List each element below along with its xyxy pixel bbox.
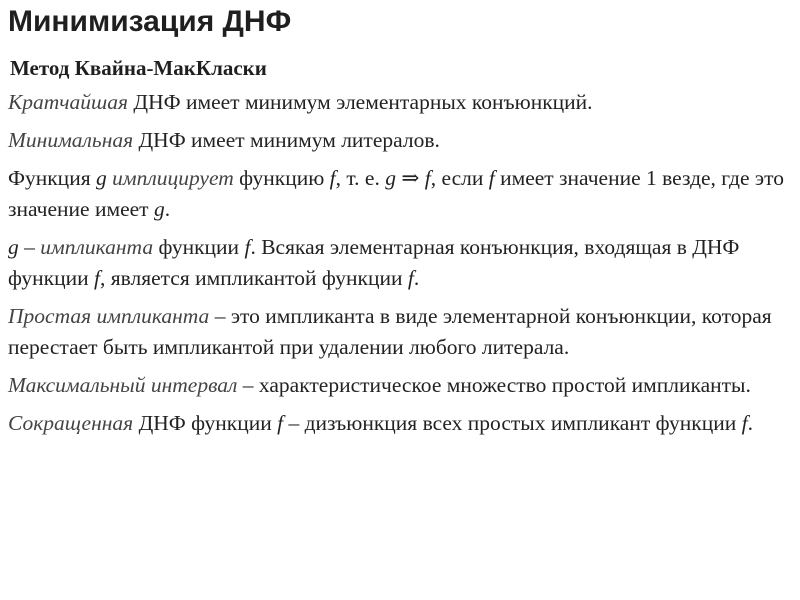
symbol-g: g: [95, 166, 107, 190]
paragraph-maximal-interval: [8, 370, 788, 401]
implication-arrow: ⇒: [395, 166, 425, 190]
paragraph-text: . Всякая элементарная конъюнкция, входящая в ДНФ функции: [8, 235, 740, 290]
term-implicant: импликанта: [40, 235, 154, 259]
term-minimal: Минимальная: [8, 128, 134, 152]
paragraph-text: функции: [153, 235, 245, 259]
paragraph-text: –: [18, 235, 41, 259]
paragraph-text: – дизъюнкция всех простых импликант функции: [283, 411, 742, 435]
symbol-f: f: [94, 266, 100, 290]
paragraph-text: – характеристическое множество простой импликанты.: [237, 373, 751, 397]
term-reduced: Сокращенная: [8, 411, 134, 435]
paragraph-text: ДНФ функции: [133, 411, 278, 435]
term-shortest: Кратчайшая: [8, 90, 129, 114]
symbol-f: f: [741, 411, 748, 435]
term-prime-implicant: Простая импликанта: [8, 304, 210, 328]
paragraph-minimal-dnf: [8, 125, 788, 156]
paragraph-text: – это импликанта в виде элементарной конъюнкции, которая перестает быть импликантой при удалении любого литерала.: [8, 304, 772, 359]
paragraph-text: , т. е.: [335, 166, 386, 190]
term-maximal-interval: Максимальный интервал: [8, 373, 238, 397]
paragraph-reduced-dnf: [8, 408, 788, 439]
symbol-g: g: [385, 166, 396, 190]
symbol-f: f: [329, 166, 336, 190]
paragraph-text: .: [747, 411, 753, 435]
paragraph-text: .: [413, 266, 420, 290]
symbol-f: f: [488, 166, 495, 190]
paragraph-text: Функция: [8, 166, 96, 190]
paragraph-text: , является импликантой функции: [99, 266, 408, 290]
paragraph-implicant: [8, 232, 788, 294]
paragraph-shortest-dnf: [8, 87, 788, 118]
paragraph-prime-implicant: [8, 301, 788, 363]
symbol-f: f: [277, 411, 284, 435]
page-title: Минимизация ДНФ: [8, 5, 292, 38]
paragraph-text: имеет значение 1 везде, где это значение имеет: [8, 166, 784, 221]
symbol-f: f: [244, 235, 251, 259]
slide-body: [8, 87, 788, 439]
paragraph-text: функцию: [233, 166, 330, 190]
paragraph-implies: [8, 163, 788, 225]
symbol-g: g: [153, 197, 165, 221]
paragraph-text: ДНФ имеет минимум литералов.: [133, 128, 440, 152]
symbol-f: f: [407, 266, 414, 290]
symbol-g: g: [8, 235, 19, 259]
term-implies: имплицирует: [106, 166, 234, 190]
paragraph-text: ДНФ имеет минимум элементарных конъюнкций.: [128, 90, 593, 114]
symbol-f: f: [424, 166, 431, 190]
paragraph-text: , если: [430, 166, 489, 190]
page-subtitle: Метод Квайна-МакКласки: [10, 56, 267, 80]
paragraph-text: .: [164, 197, 171, 221]
